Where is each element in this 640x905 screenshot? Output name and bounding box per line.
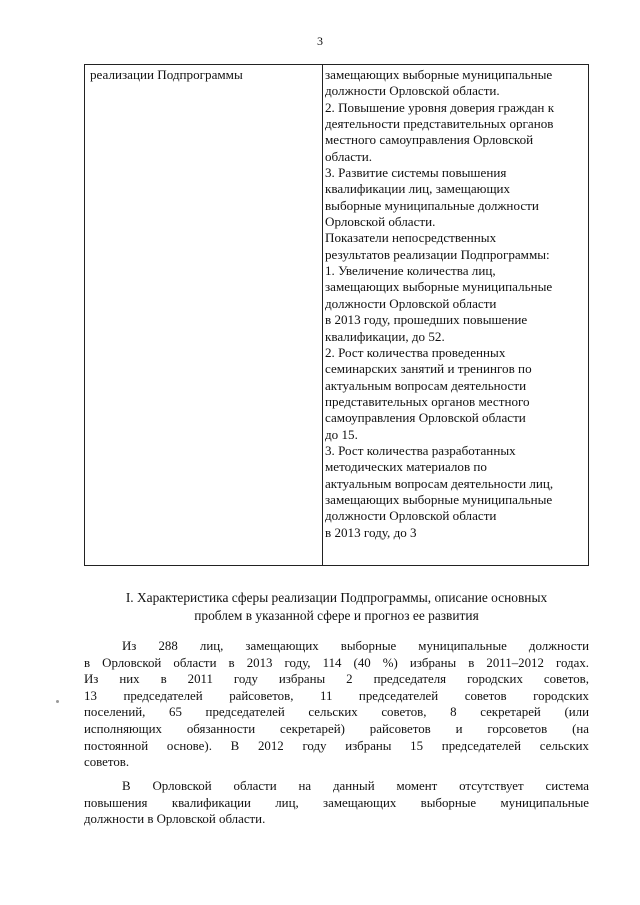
table-content-line: 1. Увеличение количества лиц, xyxy=(325,263,496,279)
table-content-line: местного самоуправления Орловской xyxy=(325,132,534,148)
paragraph-line: исполняющих обязанности секретарей) райсоветов и горсоветов (на xyxy=(84,721,589,736)
table-content-line: замещающих выборные муниципальные xyxy=(325,491,553,507)
section-heading xyxy=(84,589,589,624)
table-content-line: в 2013 году, до 3 xyxy=(325,524,417,540)
paragraph-line: должности в Орловской области. xyxy=(84,812,266,827)
table-content-line: квалификации лиц, замещающих xyxy=(325,181,511,197)
table-content-line: Орловской области. xyxy=(325,214,436,230)
table-content-line: семинарских занятий и тренингов по xyxy=(325,361,532,377)
paragraph-line: поселений, 65 председателей сельских советов, 8 секретарей (или xyxy=(84,705,589,720)
table-content-line: деятельности представительных органов xyxy=(325,116,554,132)
table-content-line: должности Орловской области xyxy=(325,508,497,524)
table-content-line: 2. Повышение уровня доверия граждан к xyxy=(325,99,555,115)
passport-table-continuation xyxy=(84,64,589,566)
table-content-line: актуальным вопросам деятельности xyxy=(325,377,527,393)
table-content-line: в 2013 году, прошедших повышение xyxy=(325,312,528,328)
paragraph-line: в Орловской области в 2013 году, 114 (40 %) избраны в 2011–2012 годах. xyxy=(84,655,589,670)
paragraph-line: повышения квалификации лиц, замещающих выборные муниципальные xyxy=(84,795,589,810)
table-content-line: представительных органов местного xyxy=(325,393,530,409)
paragraph-problem xyxy=(84,778,589,828)
table-content-line: Показатели непосредственных xyxy=(325,230,497,246)
paragraph-line: Из них в 2011 году избраны 2 председателя городских советов, xyxy=(84,672,589,687)
table-content-line: актуальным вопросам деятельности лиц, xyxy=(325,475,554,491)
table-content-line: должности Орловской области xyxy=(325,295,497,311)
table-content-line: замещающих выборные муниципальные xyxy=(325,67,553,82)
table-content-line: области. xyxy=(325,148,373,164)
table-row xyxy=(85,65,589,566)
paragraph-line: Из 288 лиц, замещающих выборные муниципальные должности xyxy=(122,639,589,653)
paragraph-line: В Орловской области на данный момент отсутствует система xyxy=(122,779,589,793)
paragraph-line: постоянной основе). В 2012 году избраны 15 председателей сельских xyxy=(84,738,589,753)
table-content-line: до 15. xyxy=(325,426,358,442)
table-content-line: 2. Рост количества проведенных xyxy=(325,344,506,360)
scan-speck xyxy=(56,700,59,703)
table-content-line: квалификации, до 52. xyxy=(325,328,445,344)
table-content-line: самоуправления Орловской области xyxy=(325,410,526,426)
section-heading-line: I. Характеристика сферы реализации Подпрограммы, описание основных xyxy=(125,590,548,605)
table-content-line: замещающих выборные муниципальные xyxy=(325,279,553,295)
table-content-line: методических материалов по xyxy=(325,459,487,475)
table-cell-label xyxy=(85,65,323,566)
paragraph-statistics xyxy=(84,638,589,771)
section-heading-line: проблем в указанной сфере и прогноз ее развития xyxy=(194,607,479,623)
paragraph-line: 13 председателей райсоветов, 11 председателей советов городских xyxy=(84,688,589,703)
table-content-line: 3. Рост количества разработанных xyxy=(325,442,516,458)
paragraph-line: советов. xyxy=(84,755,130,770)
table-content-line: результатов реализации Подпрограммы: xyxy=(325,246,550,262)
table-content-line: должности Орловской области. xyxy=(325,83,500,99)
table-cell-content xyxy=(323,65,589,566)
table-content-line: выборные муниципальные должности xyxy=(325,197,539,213)
table-label-text: реализации Подпрограммы xyxy=(90,67,243,82)
page-number: 3 xyxy=(317,34,323,48)
table-content-line: 3. Развитие системы повышения xyxy=(325,165,507,181)
